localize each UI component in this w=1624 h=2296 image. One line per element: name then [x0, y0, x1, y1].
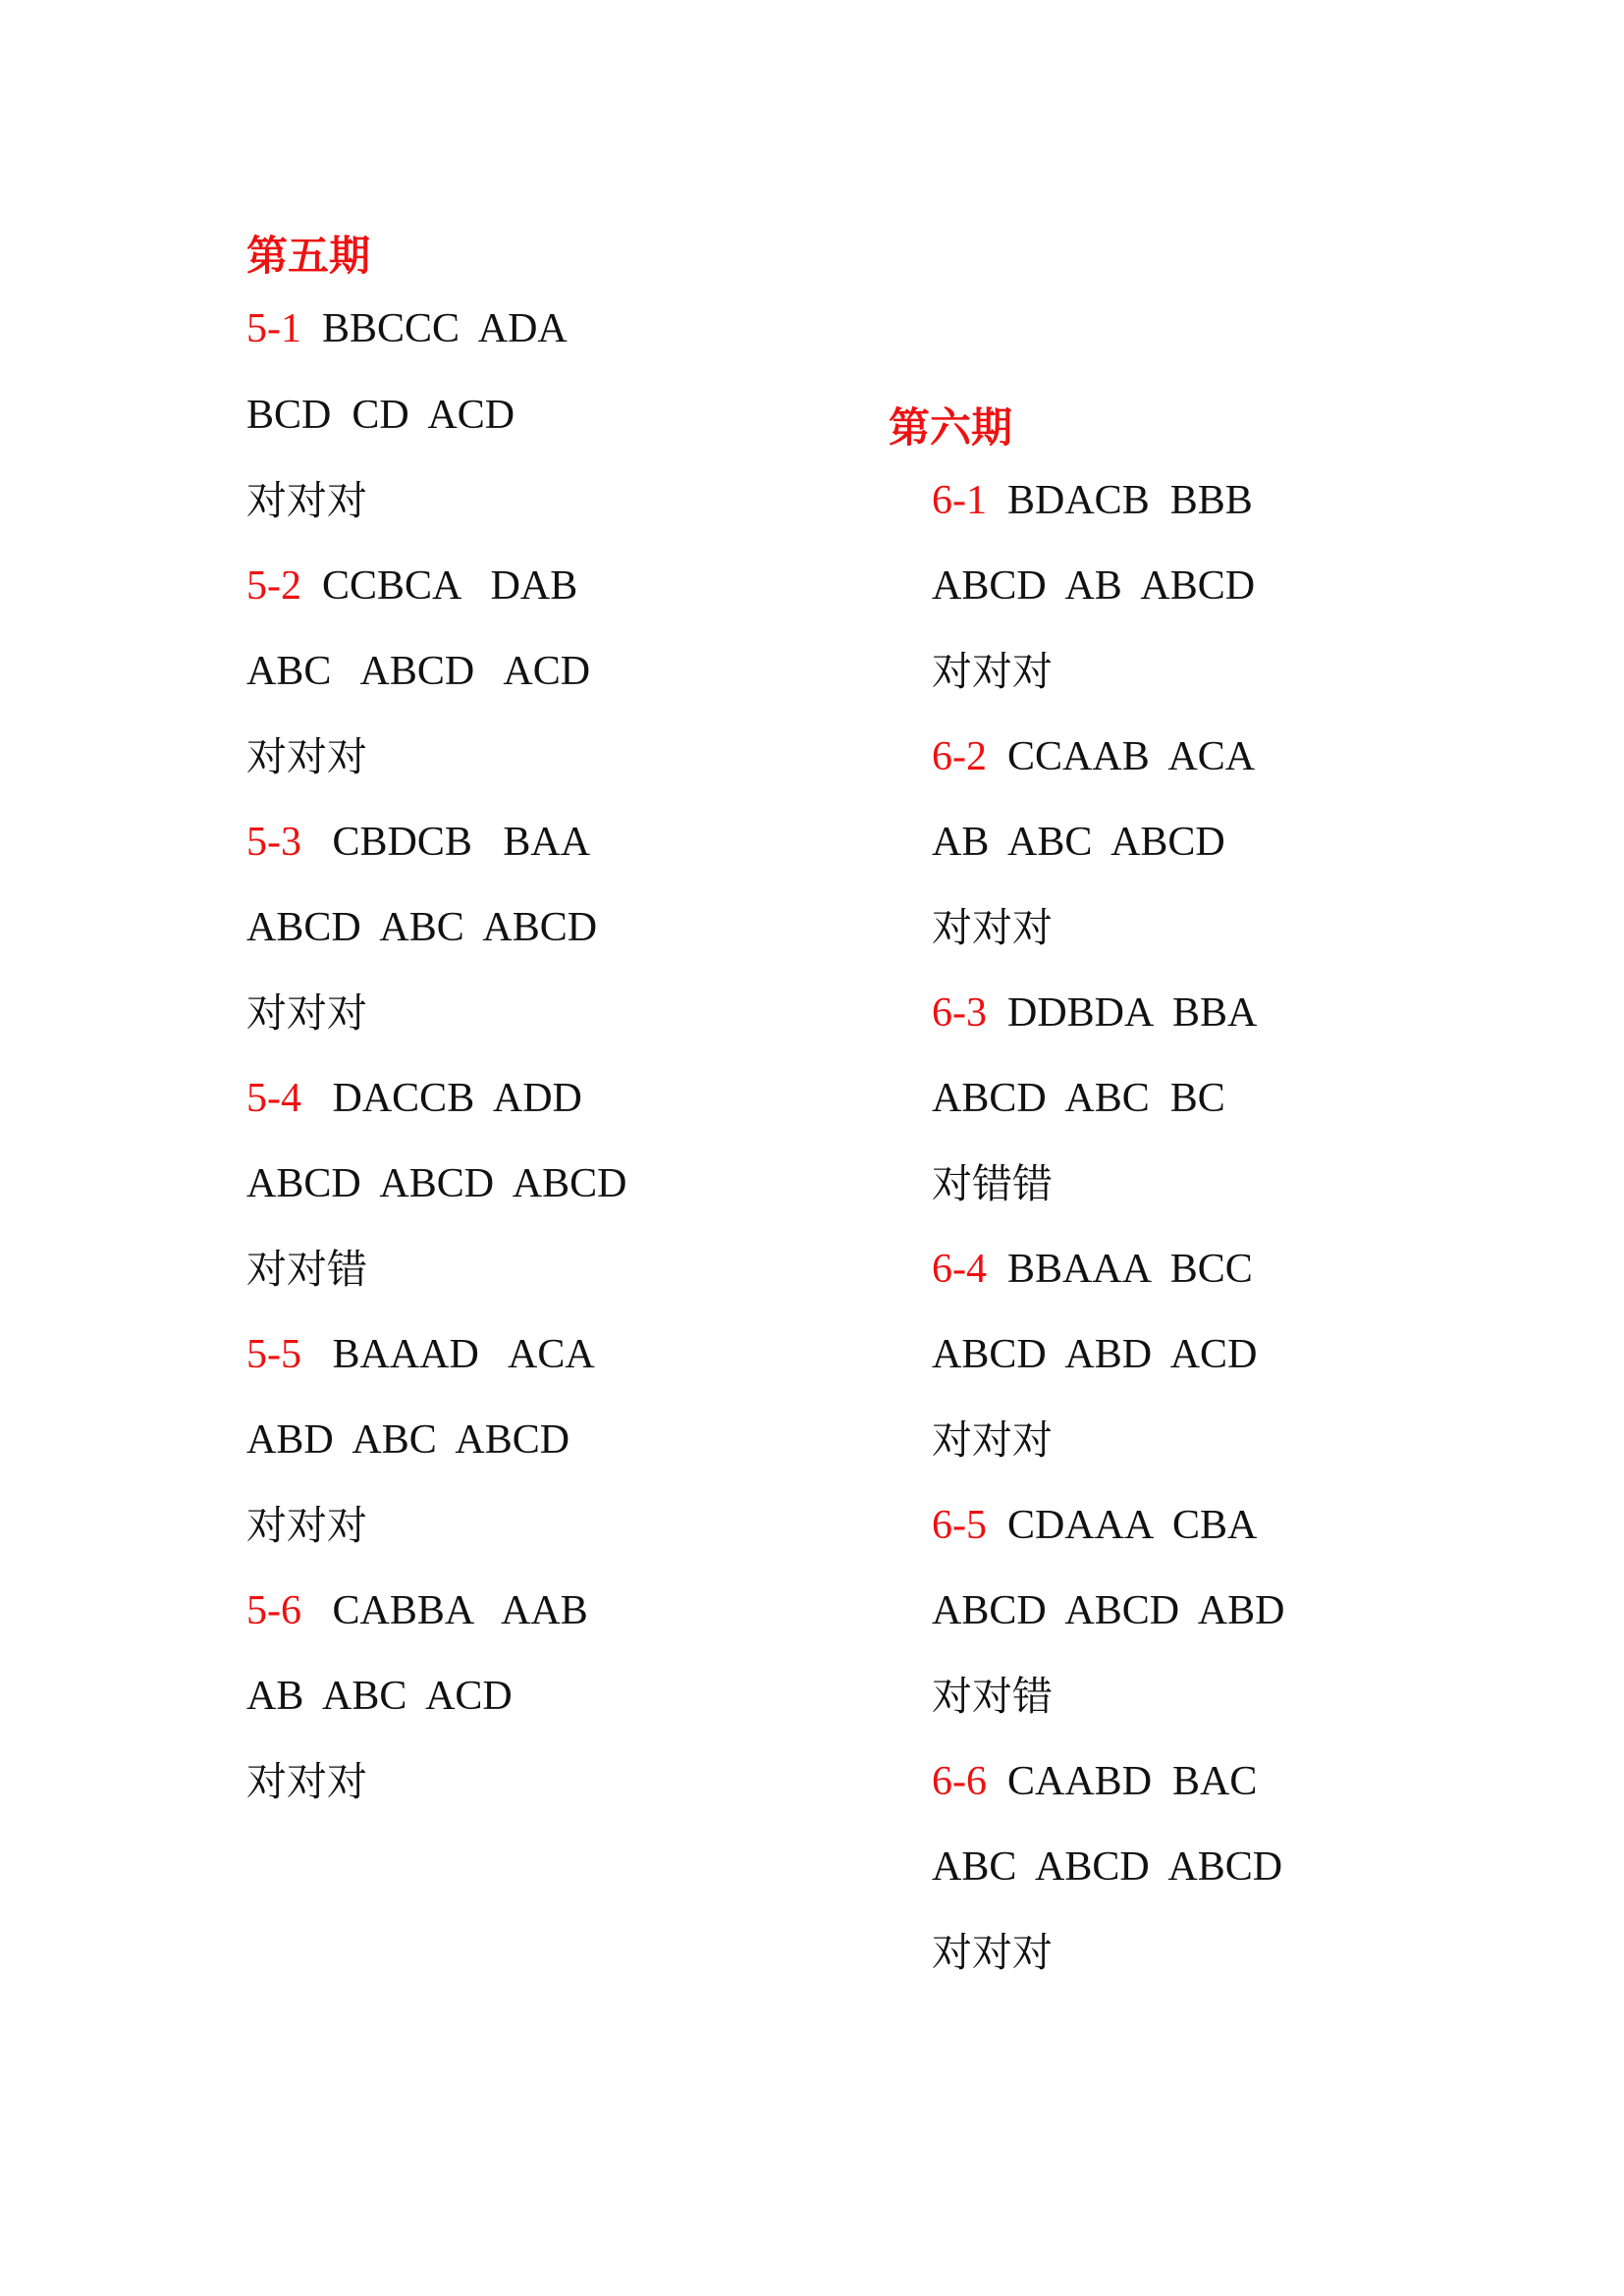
item-label: 6-1: [932, 478, 987, 523]
true-false-line: 对对对: [932, 1416, 1053, 1464]
true-false-line: 对对对: [932, 904, 1053, 951]
answer-text: CBDCB BAA: [301, 820, 591, 865]
answer-text: BBAAA BCC: [987, 1247, 1253, 1292]
answer-text: CABBA AAB: [301, 1588, 588, 1633]
item-label: 6-6: [932, 1759, 987, 1804]
true-false-line: 对对错: [246, 1246, 367, 1293]
answer-line: [246, 1569, 626, 1654]
answer-line: ABCD ABCD ABCD: [246, 1161, 627, 1206]
answer-line: [246, 1312, 626, 1398]
answer-text: CDAAA CBA: [987, 1503, 1258, 1548]
section-5-heading: 第五期: [246, 232, 371, 280]
section-5: [246, 226, 626, 1825]
true-false-line: 对错错: [932, 1160, 1053, 1207]
item-label: 5-6: [246, 1588, 301, 1633]
answer-line: ABCD ABC ABCD: [246, 905, 598, 950]
answer-line: [246, 800, 626, 885]
true-false-line: 对对对: [932, 1929, 1053, 1976]
answer-line: [889, 458, 1284, 544]
item-label: 5-2: [246, 563, 301, 609]
answer-line: ABD ABC ABCD: [246, 1417, 570, 1463]
true-false-line: 对对错: [932, 1673, 1053, 1720]
answer-line: AB ABC ABCD: [932, 820, 1225, 865]
item-label: 5-1: [246, 306, 301, 351]
item-label: 6-4: [932, 1247, 987, 1292]
answer-line: [889, 1483, 1284, 1569]
answer-text: CAABD BAC: [987, 1759, 1258, 1804]
answer-line: [246, 544, 626, 629]
section-6: [889, 398, 1284, 1996]
answer-line: ABC ABCD ACD: [246, 649, 591, 694]
item-label: 5-5: [246, 1332, 301, 1377]
true-false-line: 对对对: [246, 1502, 367, 1549]
answer-text: DDBDA BBA: [987, 990, 1258, 1036]
answer-line: AB ABC ACD: [246, 1674, 513, 1719]
item-label: 6-2: [932, 734, 987, 779]
answer-line: BCD CD ACD: [246, 393, 515, 438]
answer-line: ABCD ABC BC: [932, 1076, 1225, 1121]
item-label: 5-3: [246, 820, 301, 865]
answer-text: DACCB ADD: [301, 1076, 582, 1121]
answer-text: BAAAD ACA: [301, 1332, 595, 1377]
item-label: 5-4: [246, 1076, 301, 1121]
answer-text: CCBCA DAB: [301, 563, 578, 609]
answer-line: [889, 1227, 1284, 1312]
item-label: 6-3: [932, 990, 987, 1036]
true-false-line: 对对对: [932, 648, 1053, 695]
true-false-line: 对对对: [246, 477, 367, 524]
answer-line: ABCD ABD ACD: [932, 1332, 1258, 1377]
answer-line: ABC ABCD ABCD: [932, 1844, 1283, 1890]
answer-line: ABCD ABCD ABD: [932, 1588, 1285, 1633]
answer-line: [246, 1056, 626, 1142]
true-false-line: 对对对: [246, 733, 367, 780]
section-6-heading: 第六期: [889, 403, 1013, 452]
item-label: 6-5: [932, 1503, 987, 1548]
true-false-line: 对对对: [246, 989, 367, 1037]
answer-line: [889, 715, 1284, 800]
true-false-line: 对对对: [246, 1758, 367, 1805]
answer-line: [246, 287, 626, 373]
answer-line: ABCD AB ABCD: [932, 563, 1256, 609]
answer-line: [889, 971, 1284, 1056]
answer-text: CCAAB ACA: [987, 734, 1256, 779]
answer-line: [889, 1739, 1284, 1825]
answer-text: BDACB BBB: [987, 478, 1253, 523]
answer-text: BBCCC ADA: [301, 306, 568, 351]
